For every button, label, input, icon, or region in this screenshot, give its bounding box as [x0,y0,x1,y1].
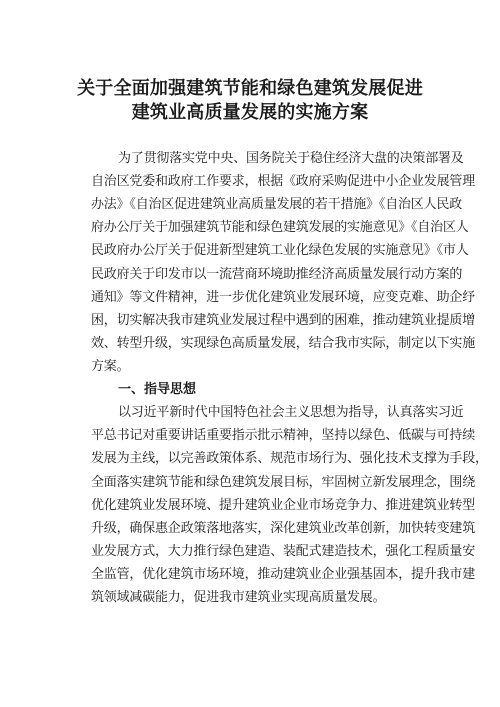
section1-paragraph-line: 平总书记对重要讲话重要指示批示精神，坚持以绿色、低碳与可持续 [91,428,476,443]
section-heading-guiding-ideology: 一、指导思想 [118,382,197,397]
section1-paragraph-line: 优化建筑业发展环境、提升建筑业企业市场竞争力、推进建筑业转型 [91,498,476,513]
intro-paragraph-line: 办法》《自治区促进建筑业高质量发展的若干措施》《自治区人民政 [91,197,463,212]
section1-paragraph-line: 发展为主线，以完善政策体系、规范市场行为、强化技术支撑为手段， [91,451,488,466]
section1-paragraph-line: 全监管，优化建筑市场环境，推动建筑业企业强基固本，提升我市建 [91,567,476,582]
document-title-line-2: 建筑业高质量发展的实施方案 [131,102,369,123]
section1-paragraph-line: 以习近平新时代中国特色社会主义思想为指导，认真落实习近 [118,405,464,420]
intro-paragraph-line: 自治区党委和政府工作要求，根据《政府采购促进中小企业发展管理 [91,174,476,189]
intro-paragraph-line: 民政府办公厅关于促进新型建筑工业化绿色发展的实施意见》《市人 [91,243,469,258]
intro-paragraph-line: 民政府关于印发市以一流营商环境助推经济高质量发展行动方案的 [91,267,463,282]
document-title-line-1: 关于全面加强建筑节能和绿色建筑发展促进 [77,78,423,99]
intro-paragraph-line: 为了贯彻落实党中央、国务院关于稳住经济大盘的决策部署及 [118,151,464,166]
section1-paragraph-line: 业发展方式，大力推行绿色建造、装配式建造技术，强化工程质量安 [91,544,476,559]
intro-paragraph-line: 方案。 [91,359,130,374]
intro-paragraph-line: 府办公厅关于加强建筑节能和绿色建筑发展的实施意见》《自治区人 [91,220,469,235]
section1-paragraph-line: 升级，确保惠企政策落地落实，深化建筑业改革创新，加快转变建筑 [91,521,476,536]
intro-paragraph-line: 效、转型升级，实现绿色高质量发展，结合我市实际，制定以下实施 [91,336,476,351]
intro-paragraph-line: 困，切实解决我市建筑业发展过程中遇到的困难，推动建筑业提质增 [91,313,476,328]
intro-paragraph-line: 通知》等文件精神，进一步优化建筑业发展环境，应变克难、助企纾 [91,290,476,305]
section1-paragraph-line: 筑领域减碳能力，促进我市建筑业实现高质量发展。 [91,590,386,605]
section1-paragraph-line: 全面落实建筑节能和绿色建筑发展目标，牢固树立新发展理念，围绕 [91,475,476,490]
